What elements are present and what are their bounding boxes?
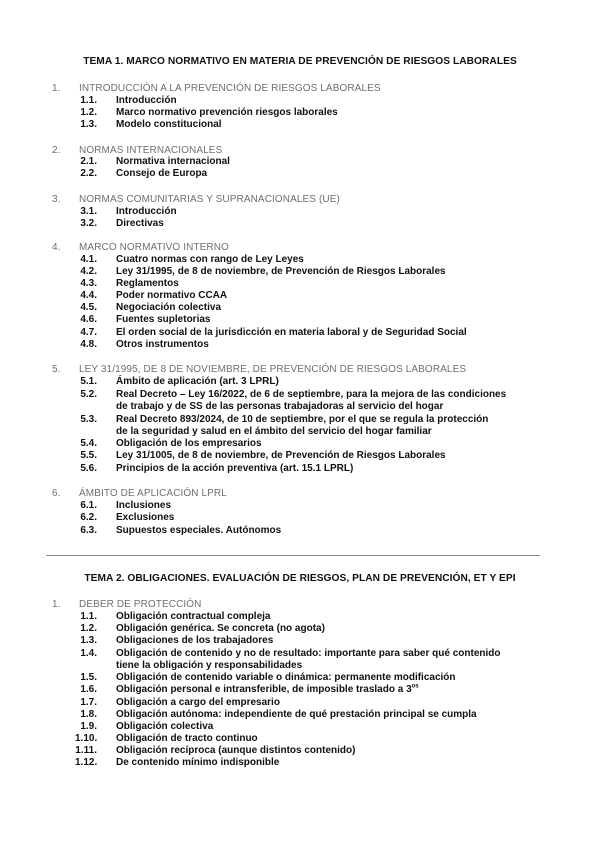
item-number: 4.5. xyxy=(80,302,97,313)
superscript: os xyxy=(411,683,419,690)
item-text: Obligación de contenido y no de resultado: importante para saber qué contenido xyxy=(116,648,501,659)
item-number: 3.2. xyxy=(80,218,97,229)
item-text: Poder normativo CCAA xyxy=(116,290,228,301)
item-number: 4.8. xyxy=(80,339,97,350)
section-number: 6. xyxy=(52,488,61,499)
item-number: 5.4. xyxy=(80,438,97,449)
item-number: 4.7. xyxy=(80,327,97,338)
item-number: 4.6. xyxy=(80,314,97,325)
item-text: Introducción xyxy=(116,95,177,106)
item-number: 1.9. xyxy=(80,721,97,732)
item-text xyxy=(116,684,419,697)
item-number: 4.3. xyxy=(80,278,97,289)
item-text: Inclusiones xyxy=(116,500,172,511)
item-number: 6.3. xyxy=(80,525,97,536)
item-number: 1.1. xyxy=(80,95,97,106)
item-text: Marco normativo prevención riesgos laborales xyxy=(116,107,338,118)
item-text: Ámbito de aplicación (art. 3 LPRL) xyxy=(116,376,279,387)
item-number: 6.1. xyxy=(80,500,97,511)
item-text: Obligación autónoma: independiente de qué prestación principal se cumpla xyxy=(116,709,477,720)
item-text: Obligación de tracto continuo xyxy=(116,733,258,744)
item-text: Consejo de Europa xyxy=(116,168,208,179)
item-text: de la seguridad y salud en el ámbito del servicio del hogar familiar xyxy=(116,426,432,437)
item-number: 5.5. xyxy=(80,450,97,461)
item-text: Obligación de los empresarios xyxy=(116,438,262,449)
item-number: 1.6. xyxy=(80,684,97,695)
item-text: tiene la obligación y responsabilidades xyxy=(116,660,303,671)
section-heading xyxy=(52,598,201,611)
item-number: 1.3. xyxy=(80,119,97,130)
item-text: Principios de la acción preventiva (art. 15.1 LPRL) xyxy=(116,463,354,474)
item-text: Real Decreto 893/2024, de 10 de septiembre, por el que se regula la protección xyxy=(116,414,489,425)
section-heading xyxy=(52,241,229,254)
item-number: 5.3. xyxy=(80,414,97,425)
section-label: LEY 31/1995, DE 8 DE NOVIEMBRE, DE PREVENCIÓN DE RIESGOS LABORALES xyxy=(79,364,467,375)
section-number: 1. xyxy=(52,599,61,610)
item-number: 5.6. xyxy=(80,463,97,474)
section-number: 2. xyxy=(52,145,61,156)
item-text: Fuentes supletorias xyxy=(116,314,211,325)
item-number: 1.5. xyxy=(80,672,97,683)
item-number: 1.2. xyxy=(80,623,97,634)
item-number: 3.1. xyxy=(80,206,97,217)
item-text: Ley 31/1005, de 8 de noviembre, de Prevención de Riesgos Laborales xyxy=(116,450,446,461)
item-text: Cuatro normas con rango de Ley Leyes xyxy=(116,254,304,265)
item-number: 1.3. xyxy=(80,635,97,646)
section-number: 1. xyxy=(52,83,61,94)
section-heading xyxy=(52,82,381,95)
section-label: NORMAS INTERNACIONALES xyxy=(79,145,223,156)
item-text: Obligación contractual compleja xyxy=(116,611,271,622)
tema1-title: TEMA 1. MARCO NORMATIVO EN MATERIA DE PREVENCIÓN DE RIESGOS LABORALES xyxy=(83,56,517,67)
item-text: Reglamentos xyxy=(116,278,179,289)
item-text: Obligación genérica. Se concreta (no agota) xyxy=(116,623,325,634)
item-number: 2.2. xyxy=(80,168,97,179)
item-number: 5.2. xyxy=(80,389,97,400)
section-number: 4. xyxy=(52,242,61,253)
item-text: Obligación recíproca (aunque distintos contenido) xyxy=(116,745,356,756)
item-number: 4.2. xyxy=(80,266,97,277)
item-text: Supuestos especiales. Autónomos xyxy=(116,525,282,536)
section-label: NORMAS COMUNITARIAS Y SUPRANACIONALES (UE) xyxy=(79,194,340,205)
section-heading xyxy=(52,487,227,500)
item-text-main: Obligación personal e intransferible, de imposible traslado a 3 xyxy=(116,684,412,695)
item-text: Obligación a cargo del empresario xyxy=(116,697,280,708)
item-text: Obligación colectiva xyxy=(116,721,214,732)
section-label: MARCO NORMATIVO INTERNO xyxy=(79,242,229,253)
item-number: 1.11. xyxy=(75,745,97,756)
section-label: INTRODUCCIÓN A LA PREVENCIÓN DE RIESGOS LABORALES xyxy=(79,83,381,94)
section-number: 3. xyxy=(52,194,61,205)
item-number: 4.4. xyxy=(80,290,97,301)
section-label: DEBER DE PROTECCIÓN xyxy=(79,599,202,610)
item-number: 1.7. xyxy=(80,697,97,708)
tema2-title: TEMA 2. OBLIGACIONES. EVALUACIÓN DE RIESGOS, PLAN DE PREVENCIÓN, ET Y EPI xyxy=(84,573,516,584)
item-text: Otros instrumentos xyxy=(116,339,209,350)
item-number: 6.2. xyxy=(80,512,97,523)
section-heading xyxy=(52,193,340,206)
item-number: 1.2. xyxy=(80,107,97,118)
item-number: 4.1. xyxy=(80,254,97,265)
item-text: El orden social de la jurisdicción en materia laboral y de Seguridad Social xyxy=(116,327,467,338)
item-text: Normativa internacional xyxy=(116,156,230,167)
section-heading xyxy=(52,363,466,376)
item-number: 1.8. xyxy=(80,709,97,720)
item-text: Negociación colectiva xyxy=(116,302,222,313)
item-text: Real Decreto – Ley 16/2022, de 6 de septiembre, para la mejora de las condiciones xyxy=(116,389,507,400)
item-text: Directivas xyxy=(116,218,164,229)
item-number: 1.12. xyxy=(75,757,98,768)
item-text: Exclusiones xyxy=(116,512,175,523)
item-number: 1.4. xyxy=(80,648,97,659)
section-label: ÁMBITO DE APLICACIÓN LPRL xyxy=(79,488,227,499)
item-text: Obligación de contenido variable o dinámica: permanente modificación xyxy=(116,672,456,683)
item-text: Obligaciones de los trabajadores xyxy=(116,635,274,646)
item-text: De contenido mínimo indisponible xyxy=(116,757,280,768)
section-divider xyxy=(46,555,540,556)
item-text: Ley 31/1995, de 8 de noviembre, de Prevención de Riesgos Laborales xyxy=(116,266,446,277)
item-text: Introducción xyxy=(116,206,177,217)
section-number: 5. xyxy=(52,364,61,375)
item-text: Modelo constitucional xyxy=(116,119,222,130)
item-text: de trabajo y de SS de las personas trabajadoras al servicio del hogar xyxy=(116,401,444,412)
item-number: 5.1. xyxy=(80,376,97,387)
item-number: 1.1. xyxy=(80,611,97,622)
item-number: 1.10. xyxy=(75,733,98,744)
item-number: 2.1. xyxy=(80,156,97,167)
